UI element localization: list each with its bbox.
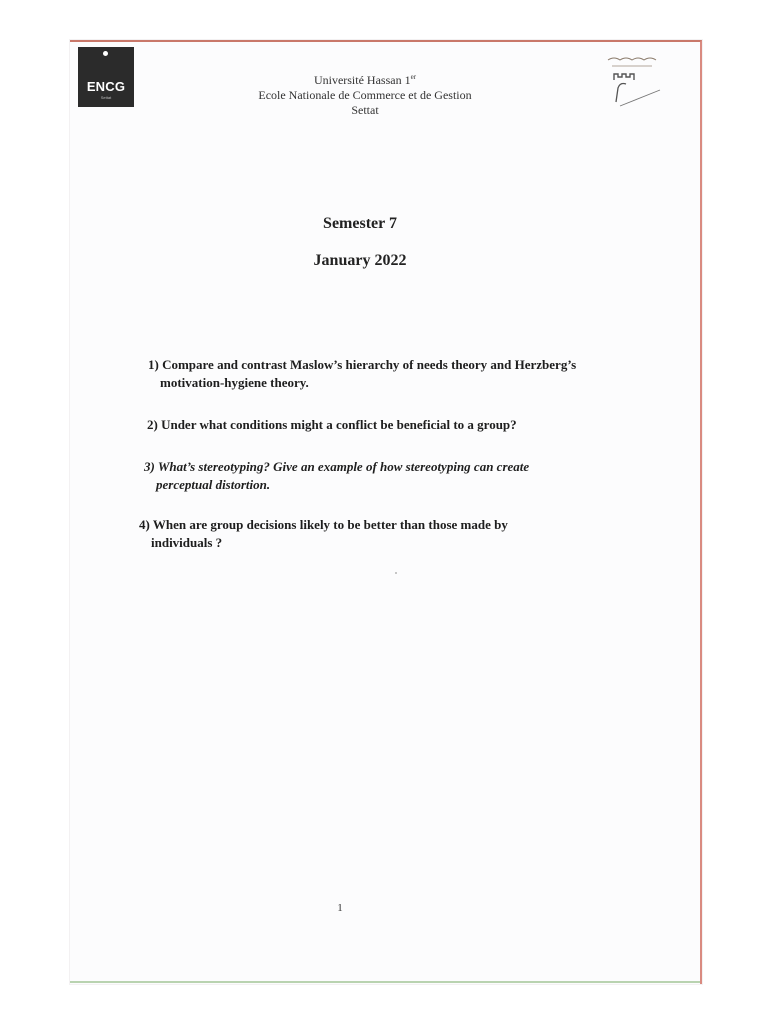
university-emblem-icon [600,50,666,110]
question-1-line-1: 1) Compare and contrast Maslow’s hierarchy of needs theory and Herzberg’s [148,357,577,372]
question-1 [148,356,576,392]
question-4-line-2: individuals ? [151,535,223,550]
question-2 [147,416,517,434]
university-name: Université Hassan 1er [313,73,417,87]
logo-subtext: Settat [100,95,112,100]
question-1-line-2: motivation-hygiene theory. [160,375,309,390]
exam-date: January 2022 [313,252,407,269]
question-4-line-1: 4) When are group decisions likely to be better than those made by [139,517,508,532]
page-edge [70,981,700,983]
question-3 [144,458,529,494]
question-3-line-1: 3) What’s stereotyping? Give an example of how stereotyping can create [144,459,530,474]
question-4 [139,516,508,552]
logo-text: ENCG [86,79,126,94]
institution-header [230,70,500,118]
page-number: 1 [337,902,343,914]
document-page [70,40,702,984]
encg-logo [78,47,134,107]
semester-title: Semester 7 [323,215,397,232]
question-3-line-2: perceptual distortion. [156,477,271,492]
school-name: Ecole Nationale de Commerce et de Gestion [258,88,472,102]
question-2-line-1: 2) Under what conditions might a conflict be beneficial to a group? [147,417,517,432]
city-name: Settat [351,103,379,117]
logo-dot [103,51,108,56]
scan-speck [395,572,397,574]
